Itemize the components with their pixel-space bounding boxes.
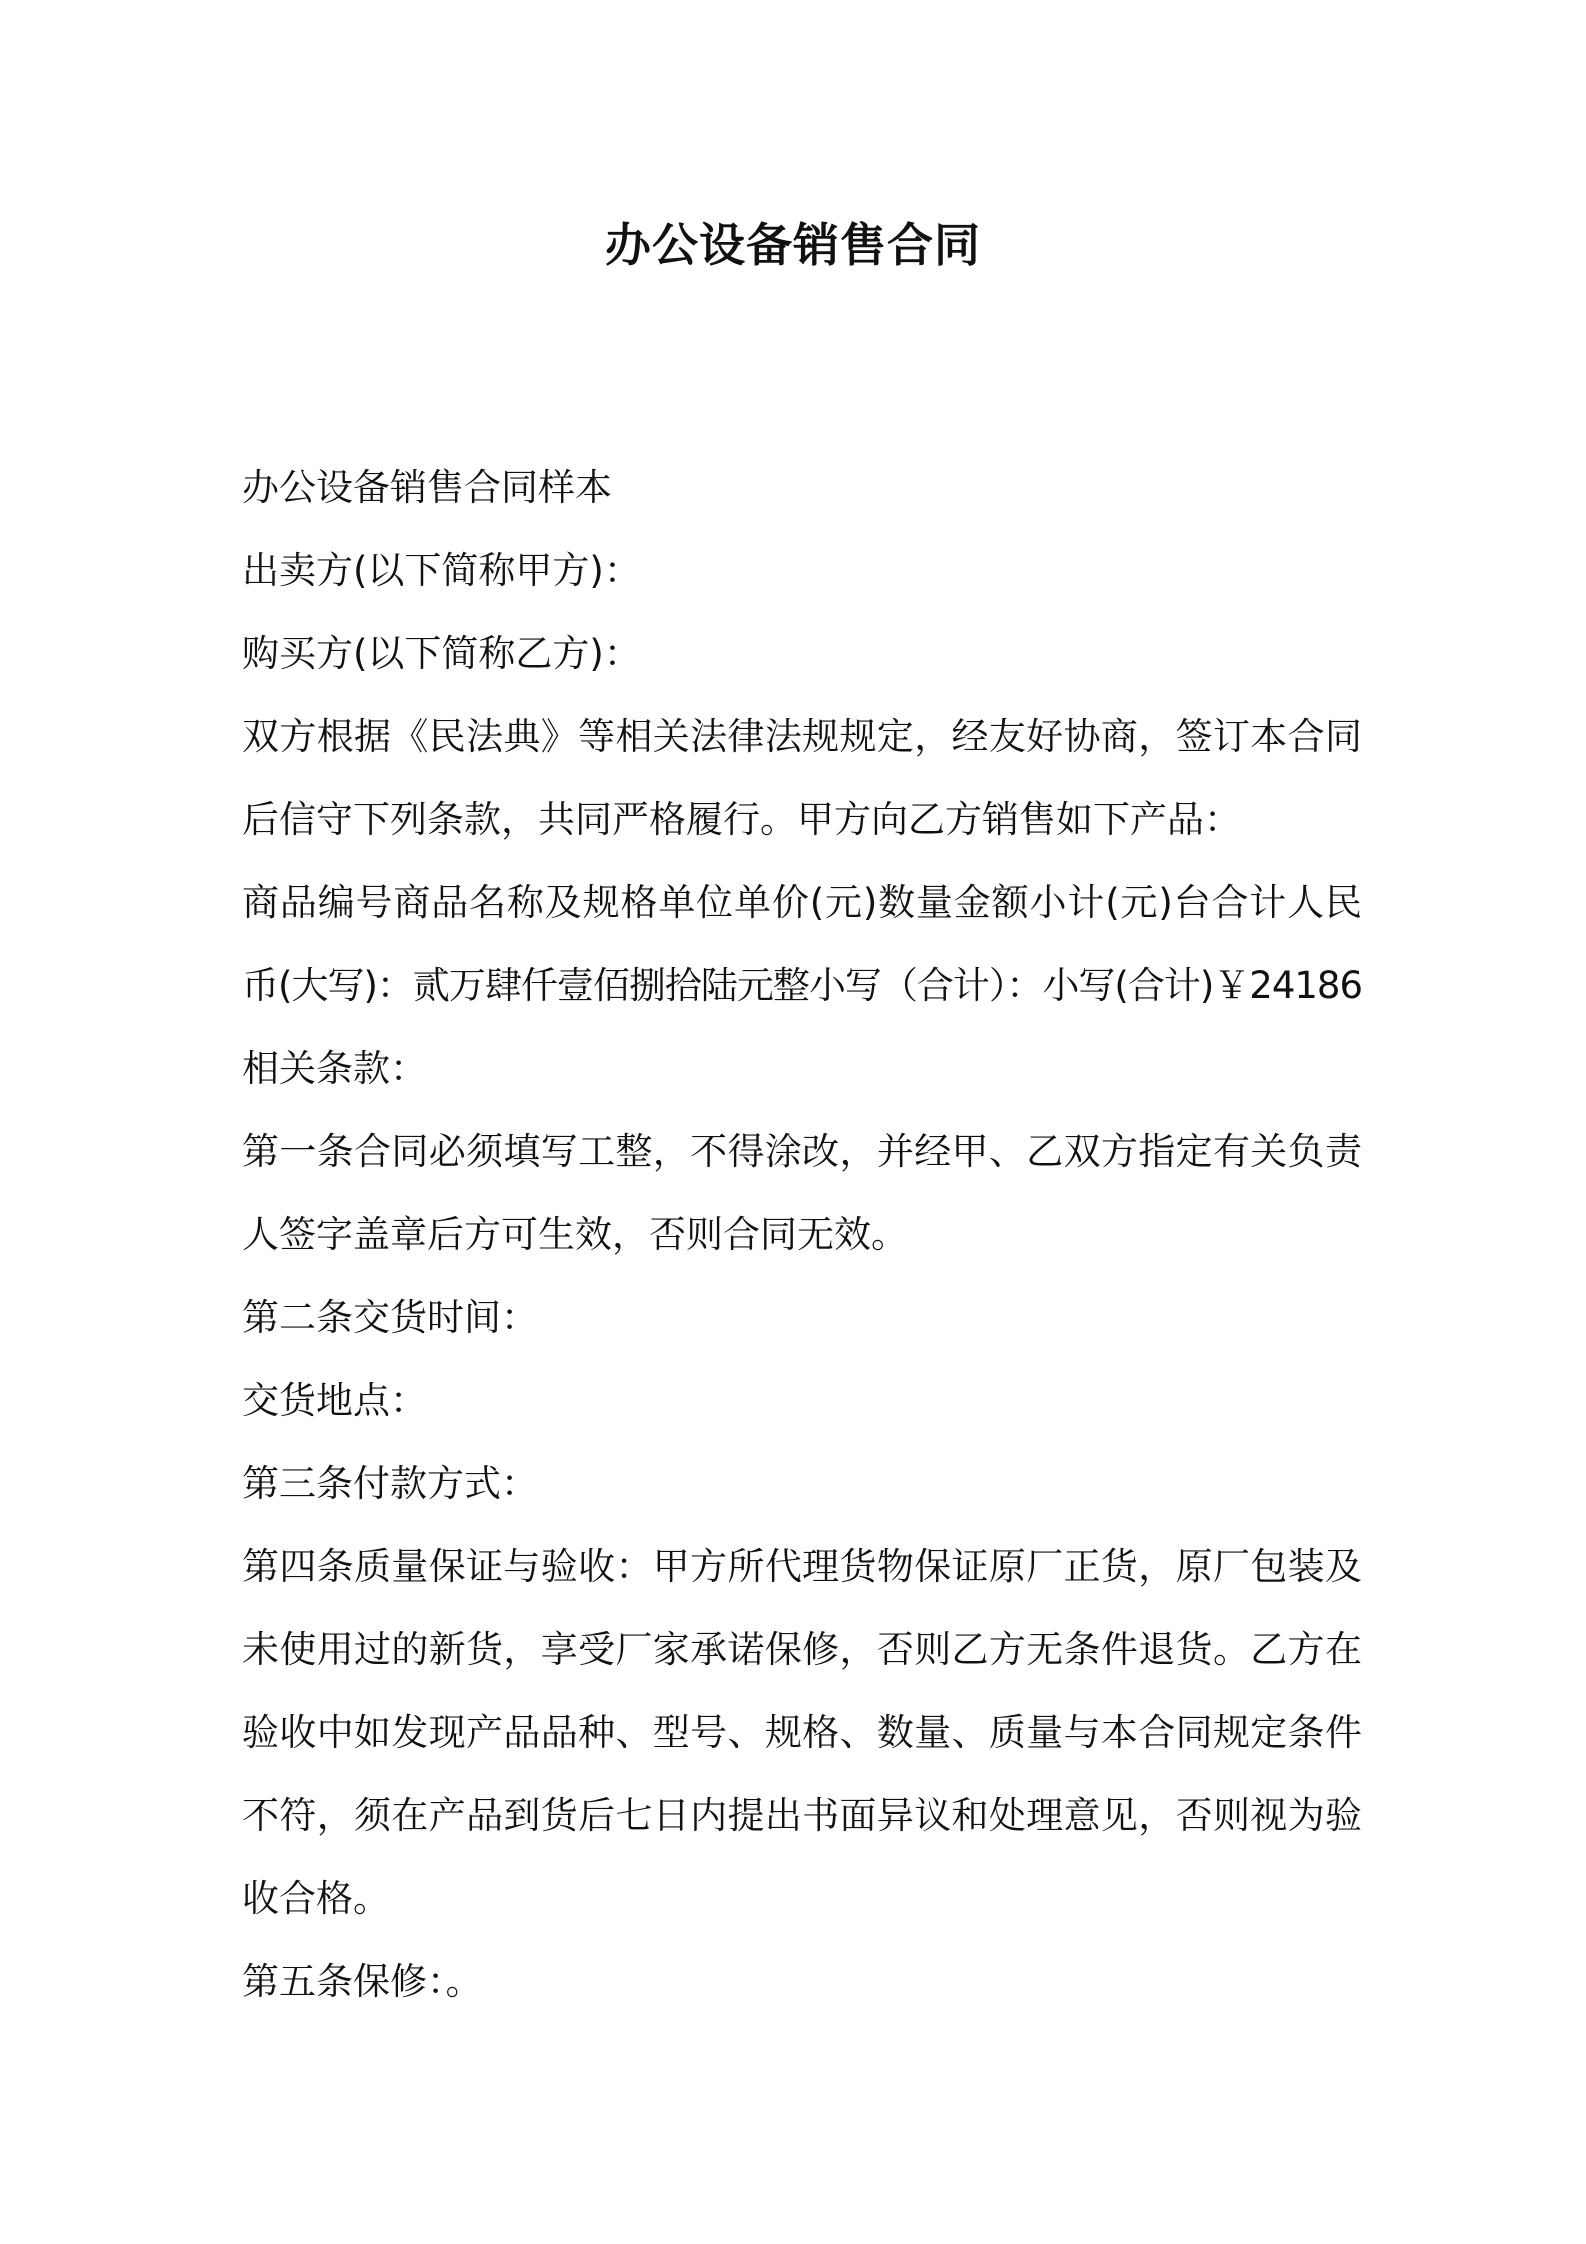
article-1-line-2: 人签字盖章后方可生效，否则合同无效。 — [242, 1213, 908, 1256]
document-body — [242, 446, 1362, 2023]
preamble-line-1: 双方根据《民法典》等相关法律法规规定，经友好协商，签订本合同 — [242, 715, 1362, 758]
delivery-location: 交货地点： — [242, 1379, 427, 1422]
article-1-line-1: 第一条合同必须填写工整，不得涂改，并经甲、乙双方指定有关负责 — [242, 1130, 1362, 1173]
article-4-line-5: 收合格。 — [242, 1877, 390, 1920]
article-4-line-2: 未使用过的新货，享受厂家承诺保修，否则乙方无条件退货。乙方在 — [242, 1628, 1362, 1671]
product-table-line-2: 币(大写)：贰万肆仟壹佰捌拾陆元整小写（合计）：小写(合计)￥24186 — [242, 964, 1362, 1007]
article-3-payment: 第三条付款方式： — [242, 1462, 538, 1505]
article-5-warranty: 第五条保修：。 — [242, 1960, 483, 2003]
preamble-line-2: 后信守下列条款，共同严格履行。甲方向乙方销售如下产品： — [242, 798, 1241, 841]
article-4-line-4: 不符，须在产品到货后七日内提出书面异议和处理意见，否则视为验 — [242, 1794, 1362, 1837]
buyer-line: 购买方(以下简称乙方)： — [242, 632, 641, 675]
seller-line: 出卖方(以下简称甲方)： — [242, 549, 641, 592]
article-4-line-1: 第四条质量保证与验收：甲方所代理货物保证原厂正货，原厂包装及 — [242, 1545, 1362, 1588]
article-2-delivery-time: 第二条交货时间： — [242, 1296, 538, 1339]
article-4-line-3: 验收中如发现产品品种、型号、规格、数量、质量与本合同规定条件 — [242, 1711, 1362, 1754]
subtitle-line: 办公设备销售合同样本 — [242, 466, 612, 509]
product-table-line-1: 商品编号商品名称及规格单位单价(元)数量金额小计(元)台合计人民 — [242, 881, 1362, 924]
document-title: 办公设备销售合同 — [605, 218, 981, 272]
terms-heading: 相关条款： — [242, 1047, 427, 1090]
